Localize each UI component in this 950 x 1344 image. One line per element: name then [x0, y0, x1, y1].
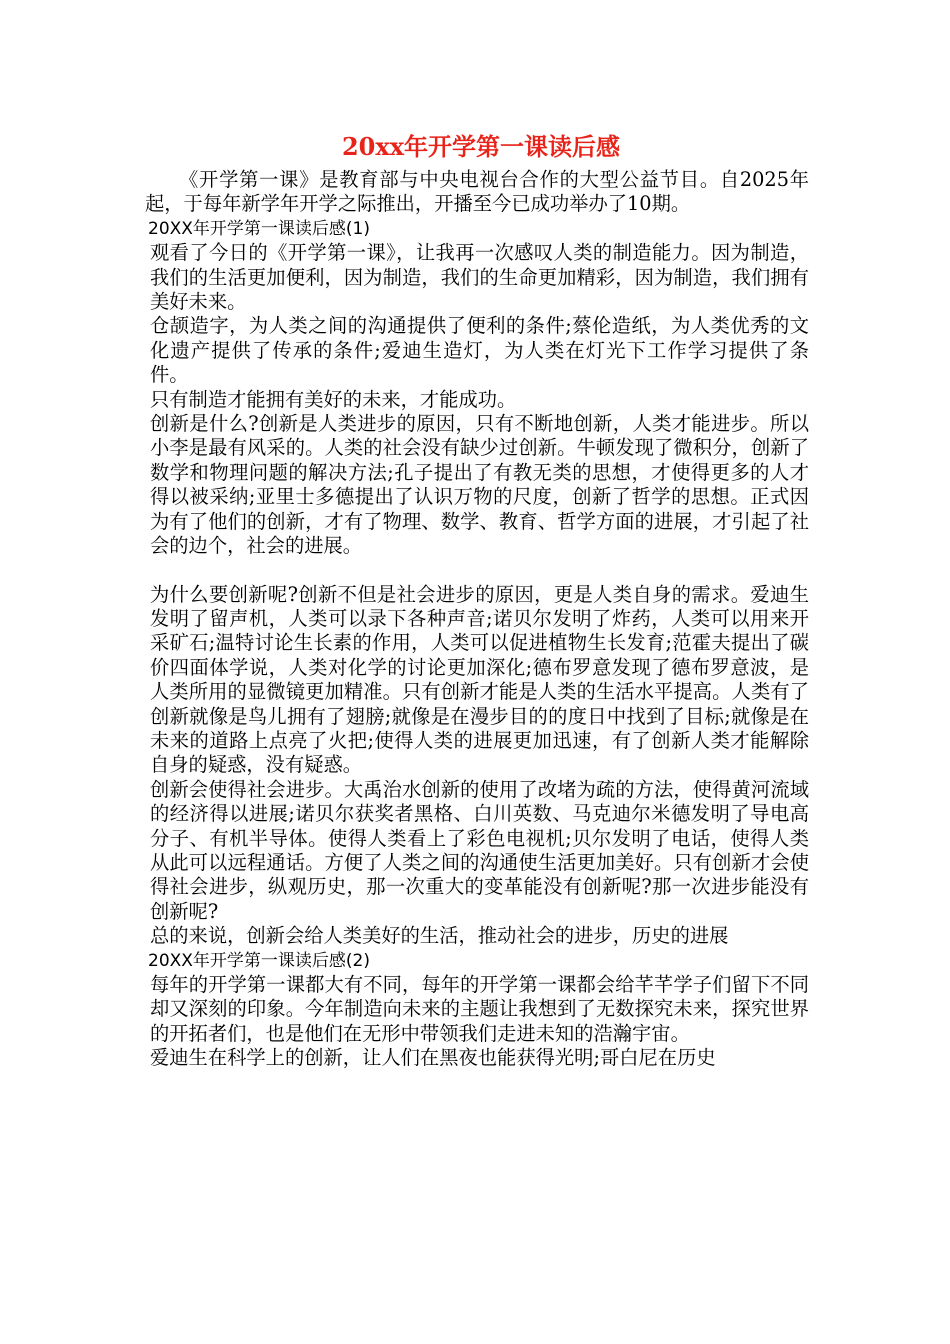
section-heading: 20XX年开学第一课读后感(1)	[148, 218, 371, 239]
body-paragraph: 总的来说，创新会给人类美好的生活，推动社会的进步，历史的进展	[150, 924, 729, 948]
document-title: 20xx年开学第一课读后感	[341, 132, 620, 161]
body-paragraph: 观看了今日的《开学第一课》，让我再一次感叹人类的制造能力。因为制造，我们的生活更加便利，因为制造，我们的生命更加精彩，因为制造，我们拥有美好未来。	[150, 241, 809, 314]
section-heading: 20XX年开学第一课读后感(2)	[148, 950, 371, 971]
body-paragraph: 为什么要创新呢?创新不但是社会进步的原因，更是人类自身的需求。爱迪生发明了留声机，人类可以录下各种声音;诺贝尔发明了炸药，人类可以用来开采矿石;温特讨论生长素的作用，人类可以促进植物生长发育;范霍夫提出了碳价四面体学说，人类对化学的讨论更加深化;德布罗意发现了德布罗意波，是人类所用的显微镜更加精准。只有创新才能是人类的生活水平提高。人类有了创新就像是鸟儿拥有了翅膀;就像是在漫步目的的度日中找到了目标;就像是在未来的道路上点亮了火把;使得人类的进展更加迅速，有了创新人类才能解除自身的疑惑，没有疑惑。	[150, 582, 809, 777]
body-paragraph: 仓颉造字，为人类之间的沟通提供了便利的条件;蔡伦造纸，为人类优秀的文化遗产提供了传承的条件;爱迪生造灯，为人类在灯光下工作学习提供了条件。	[150, 314, 809, 387]
intro-paragraph: 《开学第一课》是教育部与中央电视台合作的大型公益节目。自2025年起，于每年新学年开学之际推出，开播至今已成功举办了10期。	[145, 168, 809, 216]
body-paragraph: 只有制造才能拥有美好的未来，才能成功。	[150, 387, 517, 411]
body-paragraph: 创新会使得社会进步。大禹治水创新的使用了改堵为疏的方法，使得黄河流域的经济得以进展;诺贝尔获奖者黑格、白川英数、马克迪尔米德发明了导电高分子、有机半导体。使得人类看上了彩色电视机;贝尔发明了电话，使得人类从此可以远程通话。方便了人类之间的沟通使生活更加美好。只有创新才会使得社会进步，纵观历史，那一次重大的变革能没有创新呢?那一次进步能没有创新呢?	[150, 777, 809, 923]
body-paragraph: 每年的开学第一课都大有不同，每年的开学第一课都会给芊芊学子们留下不同却又深刻的印象。今年制造向未来的主题让我想到了无数探究未来，探究世界的开拓者们，也是他们在无形中带领我们走进未知的浩瀚宇宙。	[150, 973, 809, 1045]
paragraph-gap	[145, 559, 809, 583]
document-body	[145, 168, 809, 1071]
body-paragraph: 创新是什么?创新是人类进步的原因，只有不断地创新，人类才能进步。所以小李是最有风采的。人类的社会没有缺少过创新。牛顿发现了微积分，创新了数学和物理问题的解决方法;孔子提出了有教无类的思想，才使得更多的人才得以被采纳;亚里士多德提出了认识万物的尺度，创新了哲学的思想。正式因为有了他们的创新，才有了物理、数学、教育、哲学方面的进展，才引起了社会的边个，社会的进展。	[150, 412, 809, 558]
body-paragraph: 爱迪生在科学上的创新，让人们在黑夜也能获得光明;哥白尼在历史	[150, 1046, 716, 1070]
document-page	[145, 128, 809, 1071]
